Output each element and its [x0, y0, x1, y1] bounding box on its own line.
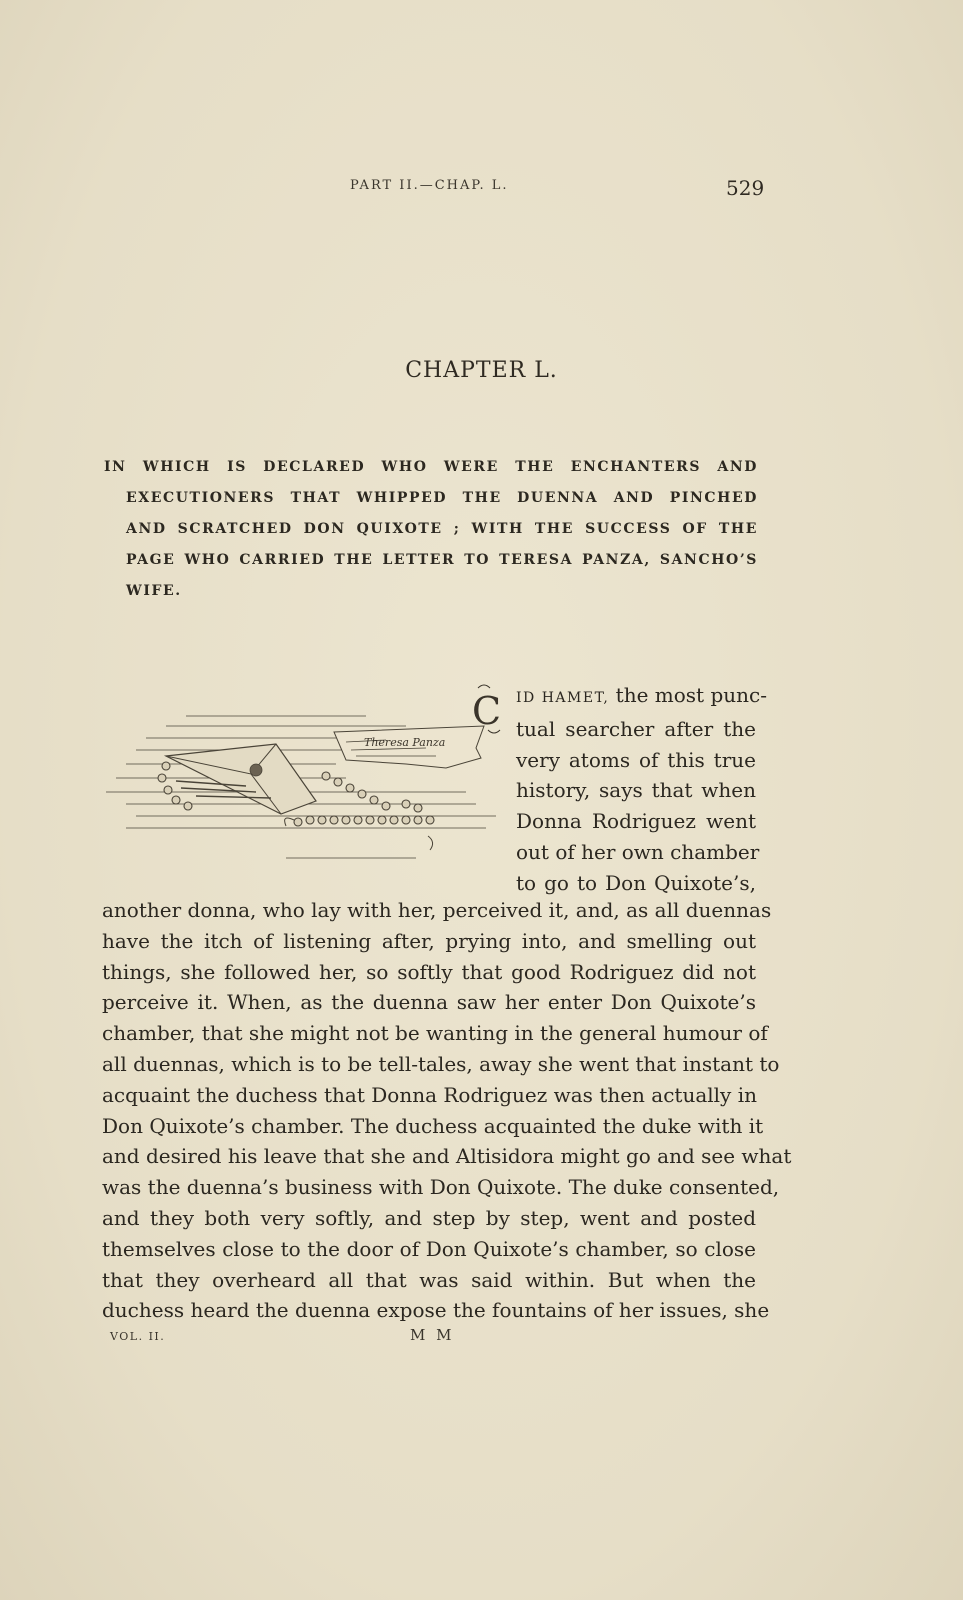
body-line-text: the most punc- — [609, 683, 767, 707]
body-line: chamber, that she might not be wanting in the general humour of — [102, 1021, 768, 1046]
volume-signature: VOL. II. — [110, 1330, 166, 1343]
body-line: have the itch of listening after, prying into, and smelling out — [102, 928, 756, 953]
body-line: to go to Don Quixote’s, — [516, 870, 756, 895]
body-line: and desired his leave that she and Altisidora might go and see what — [102, 1144, 792, 1169]
body-line: that they overheard all that was said within. But when the — [102, 1267, 756, 1292]
gathering-signature: M M — [410, 1326, 455, 1344]
body-line — [516, 680, 767, 714]
body-line: another donna, who lay with her, perceived it, and, as all duennas — [102, 898, 772, 922]
page-number: 529 — [726, 176, 765, 200]
chapter-summary — [104, 452, 758, 607]
body-line: acquaint the duchess that Donna Rodriguez was then actually in — [102, 1082, 757, 1107]
body-line: and they both very softly, and step by step, went and posted — [102, 1205, 756, 1230]
summary-line: WIFE. — [126, 583, 182, 599]
body-line: was the duenna’s business with Don Quixote. The duke consented, — [102, 1175, 780, 1200]
body-line: tual searcher after the — [516, 716, 756, 741]
body-line: perceive it. When, as the duenna saw her enter Don Quixote’s — [102, 990, 756, 1015]
body-line: duchess heard the duenna expose the fountains of her issues, she — [102, 1298, 770, 1323]
body-line: Don Quixote’s chamber. The duchess acquainted the duke with it — [102, 1113, 764, 1138]
body-line: out of her own chamber — [516, 839, 760, 864]
body-line: all duennas, which is to be tell-tales, away she went that instant to — [102, 1051, 780, 1076]
summary-line: AND SCRATCHED DON QUIXOTE ; WITH THE SUCCESS OF THE — [126, 521, 758, 537]
summary-line: IN WHICH IS DECLARED WHO WERE THE ENCHANTERS AND — [104, 459, 758, 475]
body-line: Donna Rodriguez went — [516, 809, 756, 834]
drop-cap-letter: C — [472, 689, 502, 733]
body-line: very atoms of this true — [516, 747, 756, 772]
body-text-wide — [102, 895, 792, 1326]
body-line: themselves close to the door of Don Quixote’s chamber, so close — [102, 1236, 756, 1261]
lead-smallcaps: ID HAMET, — [516, 690, 610, 706]
summary-line: EXECUTIONERS THAT WHIPPED THE DUENNA AND PINCHED — [126, 490, 758, 506]
summary-line: PAGE WHO CARRIED THE LETTER TO TERESA PANZA, SANCHO’S — [126, 552, 758, 568]
decorative-drop-cap-icon — [470, 680, 510, 740]
letter-and-rosary-engraving-icon — [106, 686, 506, 886]
body-line: things, she followed her, so softly that good Rodriguez did not — [102, 959, 756, 984]
running-head: PART II.—CHAP. L. — [350, 178, 509, 193]
letter-inscription: Theresa Panza — [364, 736, 446, 749]
body-line: history, says that when — [516, 778, 756, 803]
body-text-narrow — [516, 680, 767, 899]
chapter-title: CHAPTER L. — [405, 358, 558, 383]
